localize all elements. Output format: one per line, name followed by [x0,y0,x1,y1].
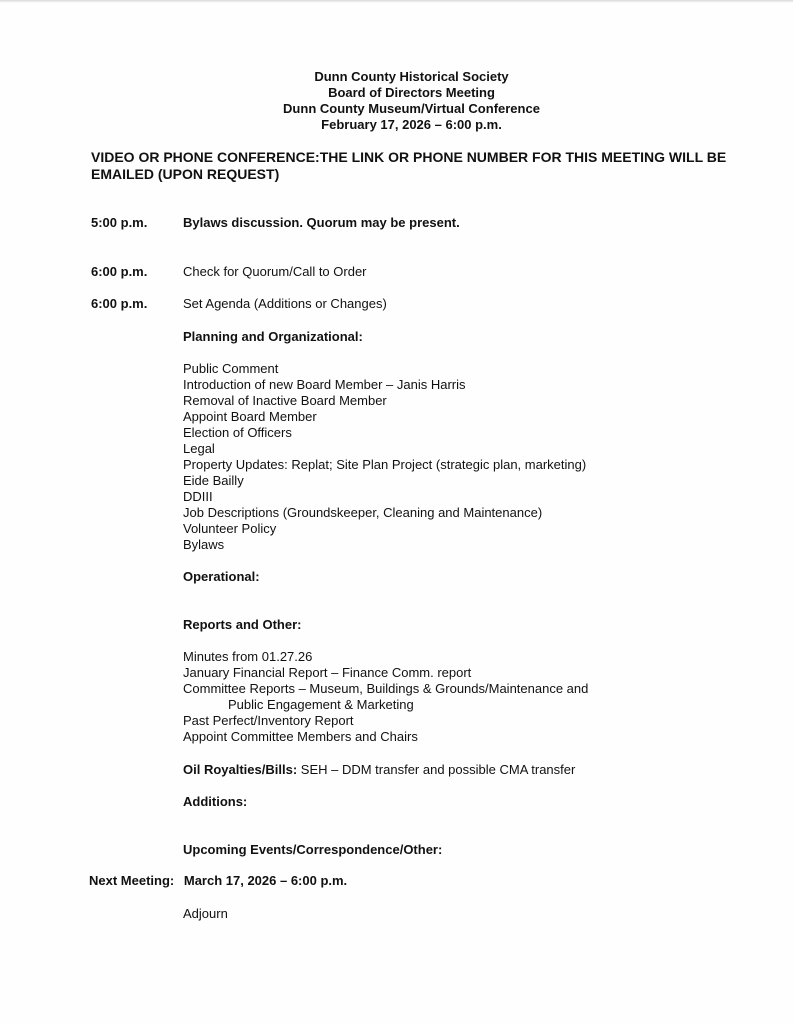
list-item: Removal of Inactive Board Member [183,393,387,408]
schedule-text: Check for Quorum/Call to Order [183,264,367,279]
list-item: Volunteer Policy [183,521,277,536]
planning-list [183,361,586,553]
oil-royalties-text: SEH – DDM transfer and possible CMA transfer [300,762,576,777]
org-name: Dunn County Historical Society [314,69,509,84]
scan-edge [0,0,793,3]
schedule-time: 6:00 p.m. [91,296,148,311]
list-item: DDIII [183,489,213,504]
list-item: January Financial Report – Finance Comm. report [183,665,472,680]
list-item: Appoint Board Member [183,409,317,424]
list-item: Past Perfect/Inventory Report [183,713,354,728]
list-item: Bylaws [183,537,225,552]
list-item: Public Engagement & Marketing [228,697,414,712]
list-item: Minutes from 01.27.26 [183,649,313,664]
next-meeting-value: March 17, 2026 – 6:00 p.m. [183,873,348,888]
list-item: Eide Bailly [183,473,244,488]
reports-heading: Reports and Other: [183,617,302,632]
reports-list [183,649,588,745]
schedule-text: Set Agenda (Additions or Changes) [183,296,387,311]
oil-royalties-line [183,762,575,778]
agenda-header [0,69,793,133]
list-item: Committee Reports – Museum, Buildings & Grounds/Maintenance and [183,681,589,696]
list-item: Job Descriptions (Groundskeeper, Cleaning and Maintenance) [183,505,543,520]
upcoming-heading: Upcoming Events/Correspondence/Other: [183,842,443,857]
next-meeting-label: Next Meeting: [89,873,175,888]
schedule-time: 5:00 p.m. [91,215,148,230]
next-meeting [89,873,347,889]
list-item: Election of Officers [183,425,292,440]
meeting-title: Board of Directors Meeting [328,85,495,100]
meeting-location: Dunn County Museum/Virtual Conference [283,101,540,116]
schedule-text: Bylaws discussion. Quorum may be present. [183,215,460,230]
schedule-time: 6:00 p.m. [91,264,148,279]
list-item: Appoint Committee Members and Chairs [183,729,418,744]
conference-notice: VIDEO OR PHONE CONFERENCE:THE LINK OR PHONE NUMBER FOR THIS MEETING WILL BE EMAILED (UPON REQUEST) [91,149,727,182]
operational-heading: Operational: [183,569,260,584]
meeting-date: February 17, 2026 – 6:00 p.m. [321,117,502,132]
list-item: Property Updates: Replat; Site Plan Project (strategic plan, marketing) [183,457,587,472]
list-item: Introduction of new Board Member – Janis Harris [183,377,466,392]
list-item: Legal [183,441,215,456]
oil-royalties-label: Oil Royalties/Bills: [183,762,298,777]
list-item: Public Comment [183,361,279,376]
adjourn-item: Adjourn [183,906,228,921]
additions-heading: Additions: [183,794,248,809]
planning-heading: Planning and Organizational: [183,329,363,344]
